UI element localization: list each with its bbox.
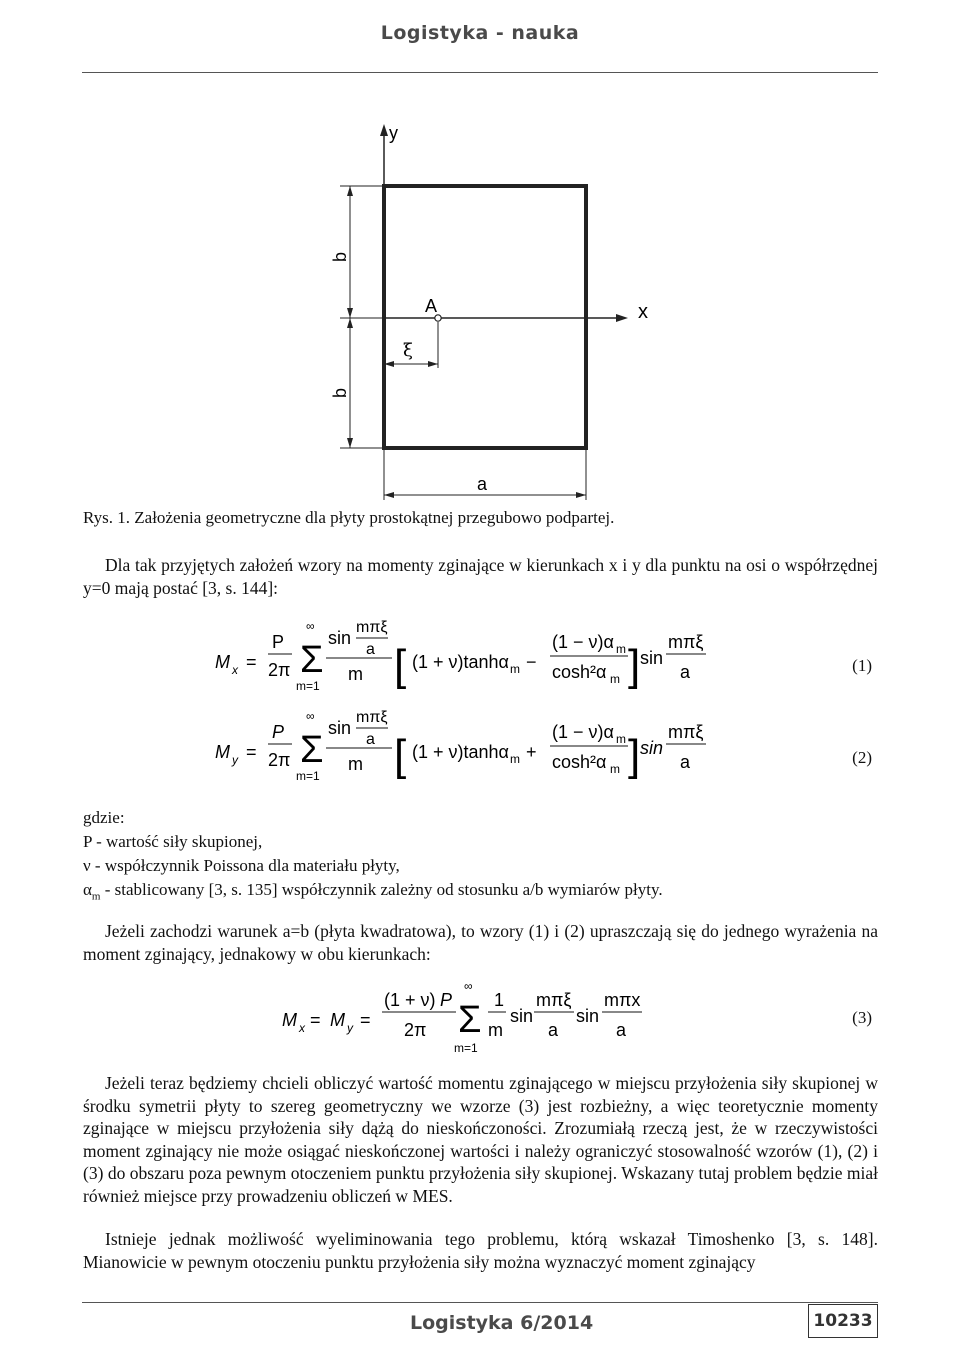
svg-text:mπξ: mπξ: [356, 709, 388, 726]
svg-text:(1 + ν): (1 + ν): [384, 990, 436, 1010]
svg-text:m: m: [510, 752, 520, 766]
svg-text:Σ: Σ: [300, 729, 324, 771]
svg-text:sin: sin: [328, 628, 352, 648]
header-rule: [82, 72, 878, 73]
svg-text:m: m: [610, 672, 620, 686]
svg-text:mπξ: mπξ: [536, 990, 572, 1010]
svg-text:]: ]: [628, 641, 641, 690]
svg-text:(1 − ν)α: (1 − ν)α: [552, 722, 614, 742]
svg-text:2π: 2π: [268, 660, 291, 680]
svg-text:m=1: m=1: [296, 769, 320, 783]
svg-text:(1 − ν)α: (1 − ν)α: [552, 632, 614, 652]
svg-text:(1 + ν)tanhα: (1 + ν)tanhα: [412, 742, 509, 762]
svg-text:a: a: [366, 731, 375, 748]
svg-text:sin: sin: [328, 718, 352, 738]
svg-text:sin: sin: [640, 648, 664, 668]
svg-text:m: m: [348, 754, 363, 774]
paragraph-divergence: Jeżeli teraz będziemy chcieli obliczyć wartość momentu zginającego w miejscu przyłożenia siły skupionej w środku symetrii płyty to szereg geometryczny we wzorze (3) jest rozbieżny, a więc teoretycznie momenty zginające w miejscu przyłożenia siły dążą do nieskończoności. Zrozumiałą rzeczą jest, że w rzeczywistości moment zginający nie może osiągać nieskończonej wartości i należy ograniczyć stosowalność wzorów (1), (2) i (3) do obszaru poza pewnym otoczeniem punktu przyłożenia siły skupionej. Wskazany tutaj problem będzie miał również miejsce przy prowadzeniu obliczeń w MES.: [83, 1073, 878, 1206]
svg-text:a: a: [366, 641, 375, 658]
svg-text:sin: sin: [640, 738, 664, 758]
running-header: Logistyka - nauka: [380, 22, 580, 44]
svg-text:M: M: [330, 1010, 345, 1030]
svg-text:y: y: [347, 1021, 353, 1035]
definition-p: P - wartość siły skupionej,: [83, 832, 263, 851]
equation-3: [0, 978, 960, 1058]
svg-text:y: y: [232, 753, 238, 767]
paragraph-timoshenko: Istnieje jednak możliwość wyeliminowania tego problemu, którą wskazał Timoshenko [3, s. 148]. Mianowicie w pewnym otoczeniu punktu przyłożenia siły można wyznaczyć moment zginający: [83, 1229, 878, 1272]
svg-text:mπx: mπx: [604, 990, 641, 1010]
svg-text:sin: sin: [576, 1006, 600, 1026]
svg-text:m: m: [610, 762, 620, 776]
svg-text:=: =: [246, 742, 257, 762]
equation-2-number: (2): [852, 748, 872, 767]
definitions-intro: gdzie:: [83, 808, 125, 827]
y-axis-label: y: [389, 123, 398, 143]
svg-text:a: a: [680, 662, 691, 682]
svg-text:Σ: Σ: [458, 999, 482, 1041]
equation-1-number: (1): [852, 656, 872, 675]
svg-text:x: x: [299, 1021, 305, 1035]
svg-text:sin: sin: [510, 1006, 534, 1026]
svg-text:=: =: [310, 1010, 321, 1030]
dim-b-top-label: b: [330, 251, 350, 262]
svg-text:a: a: [680, 752, 691, 772]
definition-alpha: $\alpha_m$ - stablicowany [3, s. 135] współczynnik zależny od stosunku a/b wymiarów płyty.: [83, 880, 663, 903]
svg-text:cosh²α: cosh²α: [552, 662, 607, 682]
paragraph-intro: Dla tak przyjętych założeń wzory na momenty zginające w kierunkach x i y dla punktu na osi o współrzędnej y=0 mają postać [3, s. 144]:: [83, 555, 878, 598]
svg-text:m: m: [348, 664, 363, 684]
dim-b-bottom-label: b: [330, 387, 350, 398]
plate-geometry-figure: [300, 110, 680, 515]
svg-text:mπξ: mπξ: [668, 722, 704, 742]
equation-3-number: (3): [852, 1008, 872, 1027]
svg-text:m: m: [616, 732, 626, 746]
svg-text:a: a: [616, 1020, 627, 1040]
point-a-label: A: [425, 296, 438, 316]
figure-caption: Rys. 1. Założenia geometryczne dla płyty prostokątnej przegubowo podpartej.: [83, 508, 615, 527]
equation-1: [0, 612, 960, 697]
svg-text:=: =: [360, 1010, 371, 1030]
dim-a-label: a: [477, 474, 488, 494]
footer-rule: [82, 1302, 878, 1303]
symbol-definitions: [83, 806, 663, 908]
equation-2: [0, 702, 960, 787]
svg-text:(1 + ν)tanhα: (1 + ν)tanhα: [412, 652, 509, 672]
svg-text:P: P: [272, 722, 285, 742]
svg-text:Σ: Σ: [300, 639, 324, 681]
svg-text:M: M: [215, 742, 230, 762]
svg-text:m: m: [616, 642, 626, 656]
svg-text:cosh²α: cosh²α: [552, 752, 607, 772]
page-number: 10233: [808, 1304, 878, 1338]
xi-label: ξ: [403, 340, 413, 361]
plate-rect: [384, 186, 586, 448]
svg-text:m: m: [488, 1020, 503, 1040]
svg-text:∞: ∞: [464, 979, 473, 993]
svg-text:∞: ∞: [306, 709, 315, 723]
svg-text:−: −: [526, 652, 537, 672]
definition-nu: ν - współczynnik Poissona dla materiału płyty,: [83, 856, 400, 875]
svg-text:=: =: [246, 652, 257, 672]
paragraph-square-plate: Jeżeli zachodzi warunek a=b (płyta kwadratowa), to wzory (1) i (2) upraszczają się do jednego wyrażenia na moment zginający, jednakowy w obu kierunkach:: [83, 921, 878, 964]
svg-text:+: +: [526, 742, 537, 762]
x-axis-label: x: [638, 301, 648, 323]
svg-text:[: [: [394, 731, 407, 780]
svg-text:M: M: [215, 652, 230, 672]
svg-text:∞: ∞: [306, 619, 315, 633]
svg-text:M: M: [282, 1010, 297, 1030]
svg-text:2π: 2π: [268, 750, 291, 770]
svg-text:[: [: [394, 641, 407, 690]
svg-text:x: x: [232, 663, 238, 677]
svg-text:a: a: [548, 1020, 559, 1040]
svg-text:mπξ: mπξ: [668, 632, 704, 652]
svg-text:]: ]: [628, 731, 641, 780]
svg-text:2π: 2π: [404, 1020, 427, 1040]
svg-text:P: P: [440, 990, 453, 1010]
svg-text:mπξ: mπξ: [356, 619, 388, 636]
svg-text:1: 1: [494, 990, 505, 1010]
svg-text:m: m: [510, 662, 520, 676]
svg-text:m=1: m=1: [296, 679, 320, 693]
svg-text:P: P: [272, 632, 285, 652]
journal-issue: Logistyka 6/2014: [410, 1312, 594, 1334]
svg-text:m=1: m=1: [454, 1041, 478, 1055]
